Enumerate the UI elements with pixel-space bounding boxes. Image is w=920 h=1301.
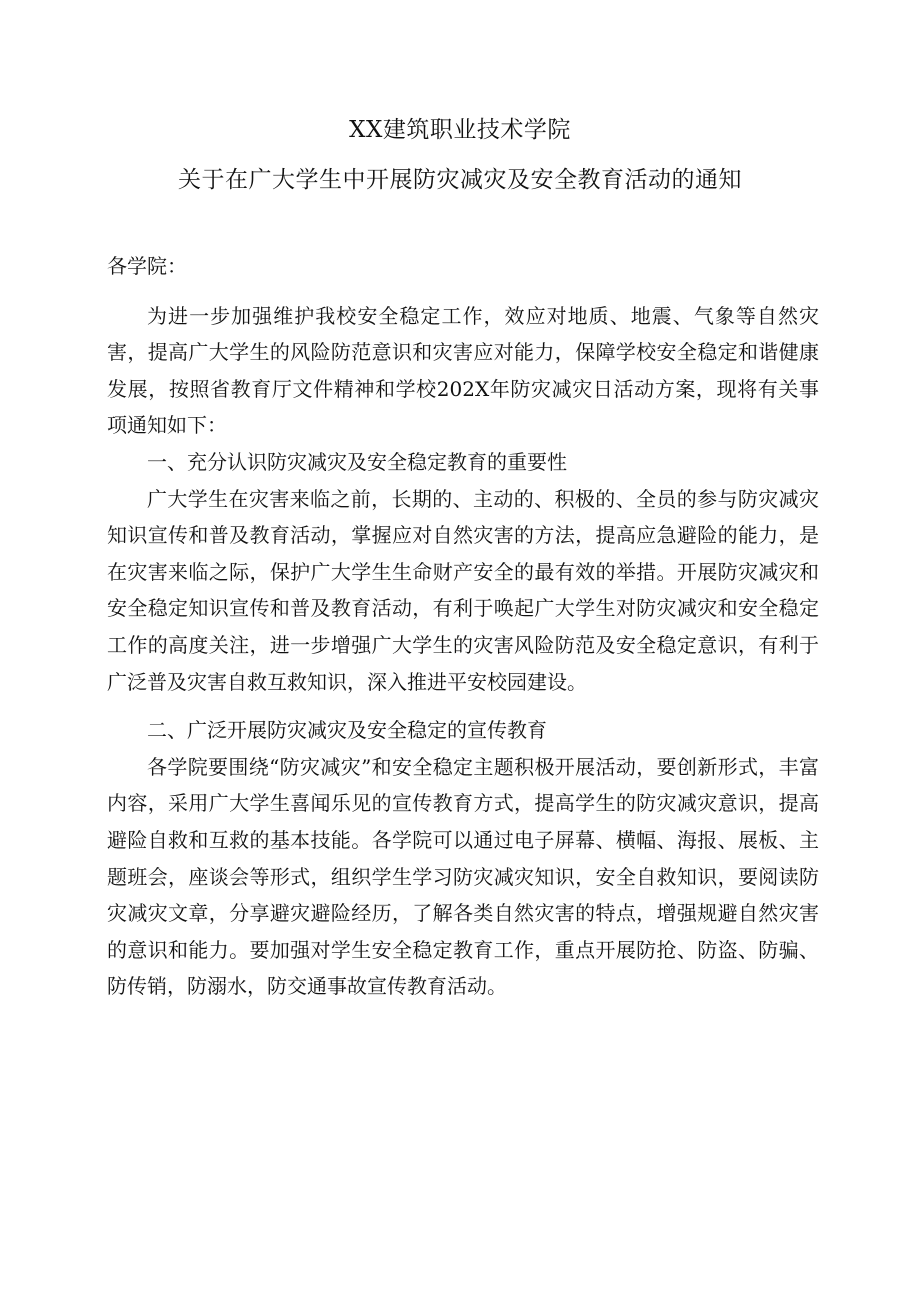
document-title-block (0, 114, 920, 214)
document-title-subject: 关于在广大学生中开展防灾减灾及安全教育活动的通知 (178, 167, 742, 193)
document-body (107, 248, 819, 1005)
section-spacer (107, 700, 819, 712)
section-heading-1: 一、充分认识防灾减灾及安全稳定教育的重要性 (147, 449, 567, 474)
document-title-institution: XX建筑职业技术学院 (349, 117, 571, 143)
section-heading-2: 二、广泛开展防灾减灾及安全稳定的宣传教育 (147, 718, 547, 743)
section-body-1: 广大学生在灾害来临之前，长期的、主动的、积极的、全员的参与防灾减灾知识宣传和普及教育活动，掌握应对自然灾害的方法，提高应急避险的能力，是在灾害来临之际，保护广大学生生命财产安全的最有效的举措。开展防灾减灾和安全稳定知识宣传和普及教育活动，有利于唤起广大学生对防灾减灾和安全稳定工作的高度关注，进一步增强广大学生的灾害风险防范及安全稳定意识，有利于广泛普及灾害自救互救知识，深入推进平安校园建设。 (107, 486, 819, 694)
salutation: 各学院： (107, 254, 187, 278)
intro-paragraph: 为进一步加强维护我校安全稳定工作，效应对地质、地震、气象等自然灾害，提高广大学生的风险防范意识和灾害应对能力，保障学校安全稳定和谐健康发展，按照省教育厅文件精神和学校202X年防灾减灾日活动方案，现将有关事项通知如下： (107, 303, 819, 438)
section-body-2: 各学院要围绕“防灾减灾”和安全稳定主题积极开展活动，要创新形式，丰富内容，采用广大学生喜闻乐见的宣传教育方式，提高学生的防灾减灾意识，提高避险自救和互救的基本技能。各学院可以通过电子屏幕、横幅、海报、展板、主题班会，座谈会等形式，组织学生学习防灾减灾知识，安全自救知识，要阅读防灾减灾文章，分享避灾避险经历，了解各类自然灾害的特点，增强规避自然灾害的意识和能力。要加强对学生安全稳定教育工作，重点开展防抢、防盗、防骗、防传销，防溺水，防交通事故宣传教育活动。 (107, 754, 819, 999)
